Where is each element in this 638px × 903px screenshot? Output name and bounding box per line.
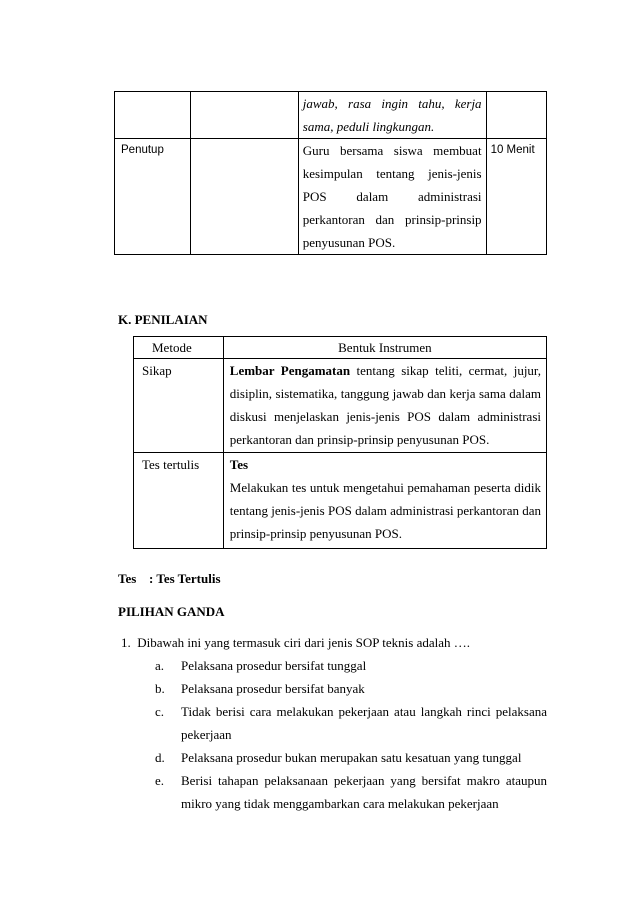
- activity-line: POS dalam administrasi: [302, 189, 482, 204]
- blank-cell: [191, 139, 298, 255]
- tes-value: : Tes Tertulis: [149, 571, 221, 586]
- activity-line: penyusunan POS.: [302, 235, 396, 250]
- table-row: [115, 139, 547, 255]
- option-d[interactable]: d. Pelaksana prosedur bukan merupakan satu kesatuan yang tunggal: [155, 750, 522, 765]
- method-cell: Tes tertulis: [134, 453, 224, 549]
- blank-cell: [191, 92, 298, 139]
- instrument-line: prinsip-prinsip penyusunan POS.: [229, 526, 403, 541]
- assessment-table: [133, 336, 547, 549]
- header-bentuk: Bentuk Instrumen: [223, 337, 546, 359]
- table-row: [134, 359, 547, 453]
- activity-line: jawab, rasa ingin tahu, kerja: [302, 96, 482, 111]
- option-e[interactable]: e. Berisi tahapan pelaksanaan pekerjaan yang bersifat makro ataupun mikro yang tidak menggambarkan cara melakukan pekerjaan: [155, 773, 547, 811]
- table-header-row: [134, 337, 547, 359]
- instrument-line: perkantoran dan prinsip-prinsip penyusunan POS.: [229, 432, 490, 447]
- instrument-line: Lembar Pengamatan tentang sikap teliti, cermat, jujur,: [229, 363, 541, 378]
- instrument-line: diskusi menjelaskan jenis-jenis POS dalam administrasi: [229, 409, 541, 424]
- option-c[interactable]: c. Tidak berisi cara melakukan pekerjaan atau langkah rinci pelaksana pekerjaan: [155, 704, 547, 742]
- question-text: 1. Dibawah ini yang termasuk ciri dari jenis SOP teknis adalah ….: [121, 635, 471, 650]
- header-metode: Metode: [134, 337, 224, 359]
- multiple-choice-title: PILIHAN GANDA: [118, 604, 225, 619]
- activity-cell: [298, 139, 486, 255]
- option-a[interactable]: a. Pelaksana prosedur bersifat tunggal: [155, 658, 367, 673]
- time-cell: [486, 92, 546, 139]
- instrument-line: Tes: [229, 457, 249, 472]
- activity-table: [114, 91, 547, 255]
- stage-cell: [115, 92, 191, 139]
- section-title: K. PENILAIAN: [118, 312, 208, 327]
- instrument-cell: [223, 359, 546, 453]
- instrument-line: tentang jenis-jenis POS dalam administrasi perkantoran dan: [229, 503, 541, 518]
- activity-line: Guru bersama siswa membuat: [302, 143, 482, 158]
- tes-label: Tes: [118, 571, 137, 586]
- stage-label: Penutup: [121, 144, 164, 156]
- instrument-line: disiplin, sistematika, tanggung jawab dan kerja sama dalam: [229, 386, 541, 401]
- activity-line: kesimpulan tentang jenis-jenis: [302, 166, 482, 181]
- activity-line: sama, peduli lingkungan.: [302, 119, 435, 134]
- instrument-line: Melakukan tes untuk mengetahui pemahaman peserta didik: [229, 480, 541, 495]
- tes-type-line: [118, 571, 221, 587]
- stage-cell: [115, 139, 191, 255]
- question-1: [121, 631, 551, 654]
- activity-line: perkantoran dan prinsip-prinsip: [302, 212, 482, 227]
- table-row: [115, 92, 547, 139]
- activity-cell: [298, 92, 486, 139]
- option-b[interactable]: b. Pelaksana prosedur bersifat banyak: [155, 681, 365, 696]
- method-cell: Sikap: [134, 359, 224, 453]
- answer-options: [155, 654, 547, 815]
- instrument-cell: [223, 453, 546, 549]
- time-label: 10 Menit: [490, 144, 535, 156]
- time-cell: [486, 139, 546, 255]
- table-row: [134, 453, 547, 549]
